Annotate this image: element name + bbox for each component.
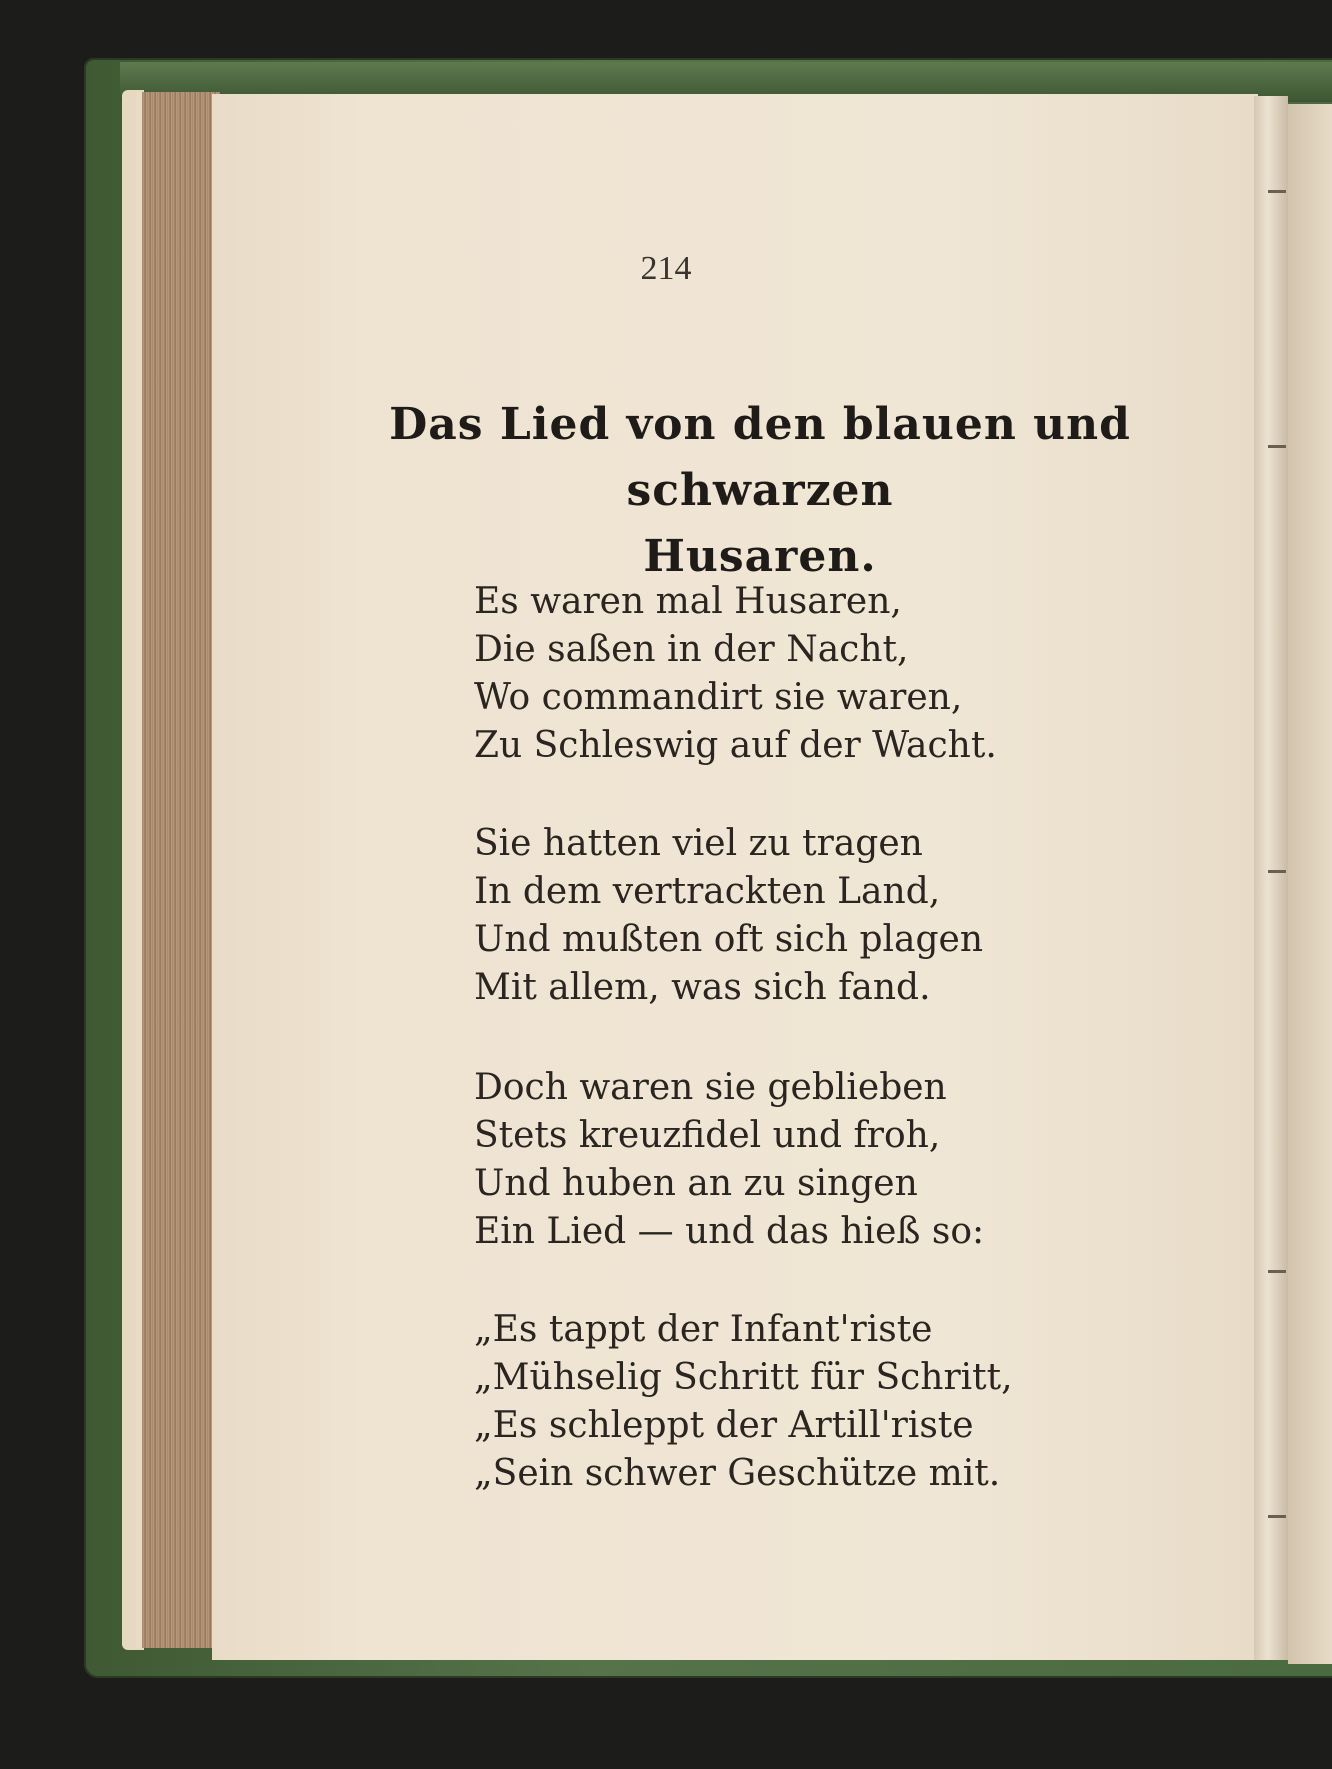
verse-line: Die saßen in der Nacht, — [474, 629, 909, 670]
facing-page-edge — [1288, 104, 1332, 1664]
verse-line: In dem vertrackten Land, — [474, 871, 941, 912]
poem-title-line-1: Das Lied von den blauen und schwarzen — [389, 399, 1131, 516]
poem-title — [340, 392, 1180, 590]
verse-line: Und mußten oft sich plagen — [474, 919, 984, 960]
stanza-4 — [474, 1306, 1013, 1498]
binding-thread — [1268, 1270, 1286, 1273]
page-number: 214 — [640, 250, 692, 287]
verse-line: „Es schleppt der Artill'riste — [474, 1405, 974, 1446]
verse-line: Es waren mal Husaren, — [474, 581, 902, 622]
verse-line: Ein Lied — und das hieß so: — [474, 1211, 985, 1252]
verse-line: „Mühselig Schritt für Schritt, — [474, 1357, 1013, 1398]
book-gutter — [1254, 96, 1288, 1660]
verse-line: Und huben an zu singen — [474, 1163, 918, 1204]
verse-line: „Sein schwer Geschütze mit. — [474, 1453, 1001, 1494]
stanza-2 — [474, 820, 983, 1012]
verse-line: „Es tappt der Infant'riste — [474, 1309, 933, 1350]
stanza-1 — [474, 578, 997, 770]
verse-line: Sie hatten viel zu tragen — [474, 823, 923, 864]
verse-line: Wo commandirt sie waren, — [474, 677, 963, 718]
binding-thread — [1268, 190, 1286, 193]
verse-line: Zu Schleswig auf der Wacht. — [474, 725, 997, 766]
poem-title-line-2: Husaren. — [643, 531, 877, 582]
binding-thread — [1268, 1515, 1286, 1518]
verse-line: Mit allem, was sich fand. — [474, 967, 931, 1008]
page-block-edges — [136, 92, 220, 1648]
verse-line: Stets kreuzfidel und froh, — [474, 1115, 941, 1156]
verse-line: Doch waren sie geblieben — [474, 1067, 947, 1108]
binding-thread — [1268, 445, 1286, 448]
stanza-3 — [474, 1064, 984, 1256]
binding-thread — [1268, 870, 1286, 873]
